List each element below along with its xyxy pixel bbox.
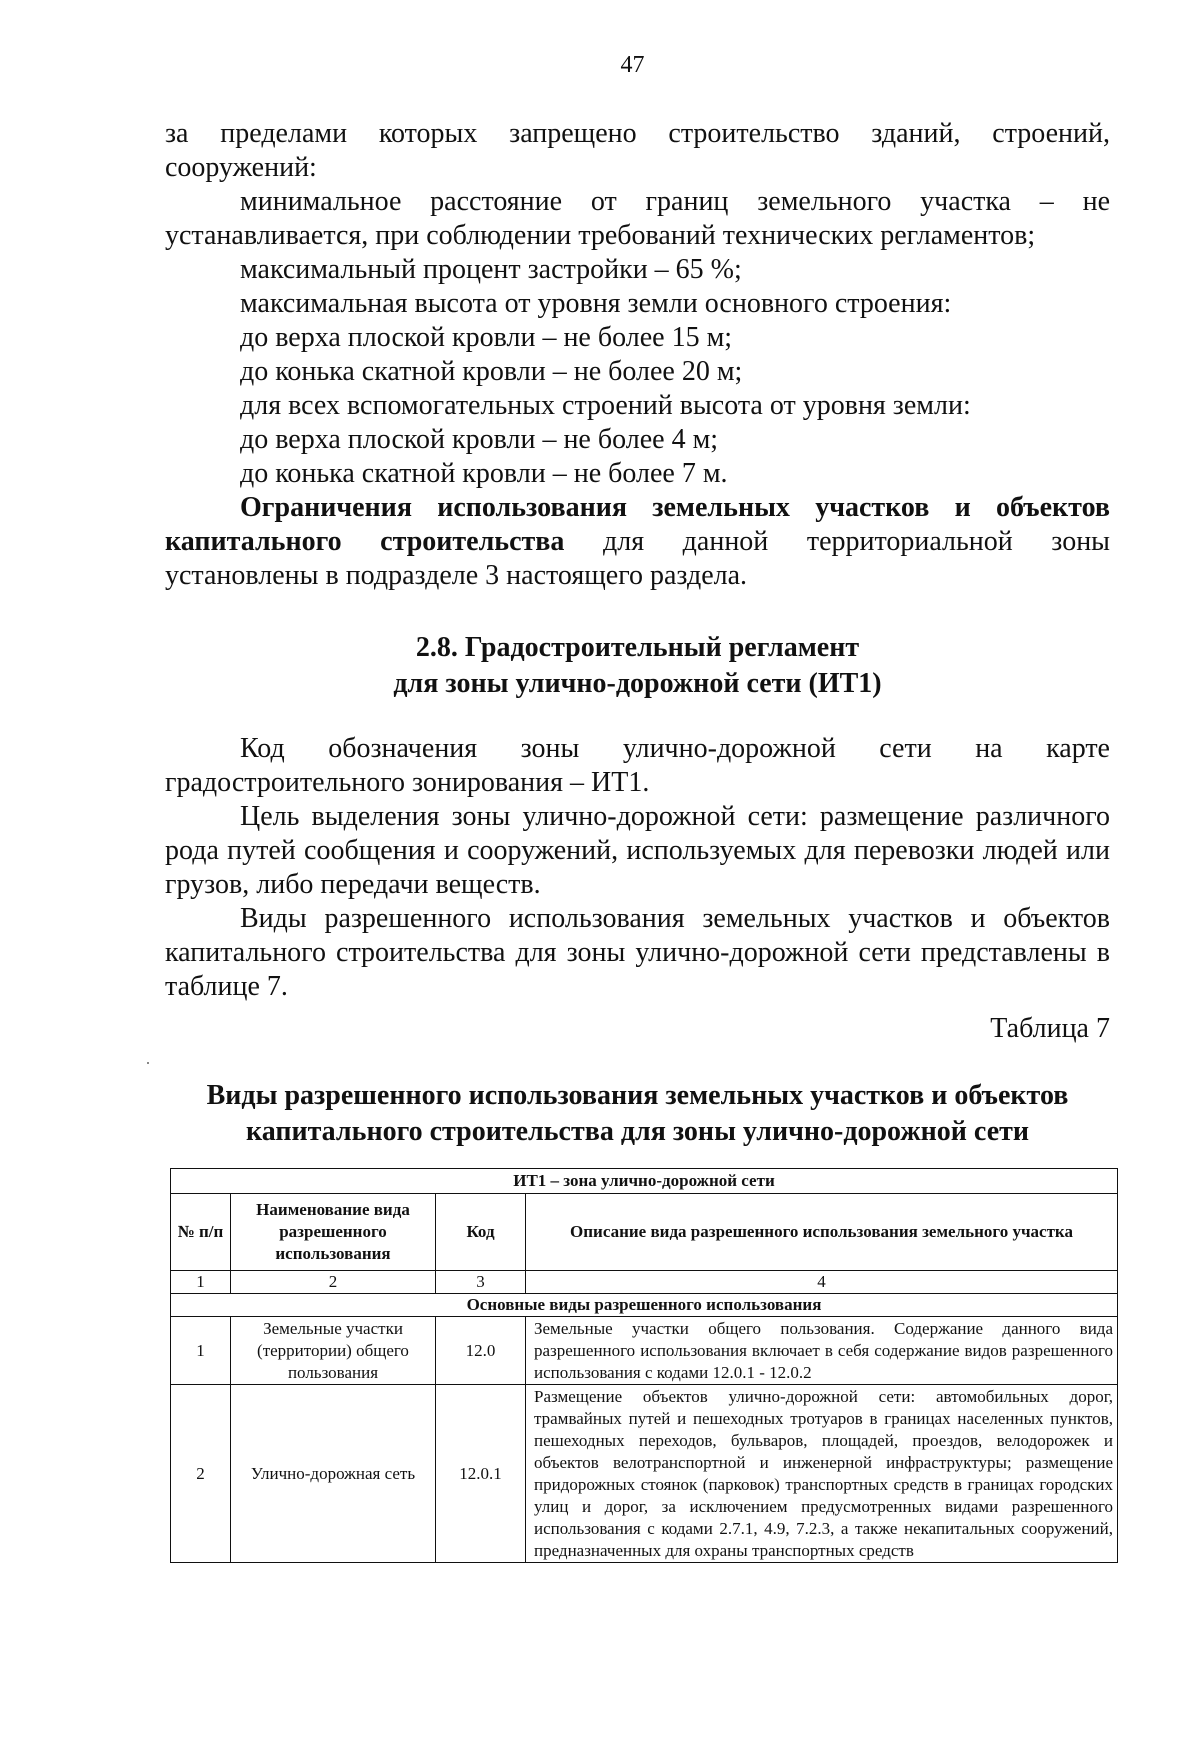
paragraph: Виды разрешенного использования земельных участков и объектов капитального строительства для зоны улично-дорожной сети представлены в таблице 7. xyxy=(165,903,1110,1002)
row-name: Улично-дорожная сеть xyxy=(231,1385,436,1563)
column-header: № п/п xyxy=(171,1194,231,1271)
row-code: 12.0 xyxy=(436,1317,526,1385)
row-description: Размещение объектов улично-дорожной сети: автомобильных дорог, трамвайных путей и пешеходных тротуаров в границах населенных пунктов, пешеходных переходов, бульваров, площадей, проездов, велодорожек и объектов велотранспортной и инженерной инфраструктуры; размещение придорожных стоянок (парковок) транспортных средств в границах городских улиц и дорог, за исключением предусмотренных видами разрешенного использования с кодами 2.7.1, 4.9, 7.2.3, а также некапитальных сооружений, предназначенных для охраны транспортных средств xyxy=(526,1385,1118,1563)
group-header-row xyxy=(171,1294,1118,1317)
paragraph: максимальный процент застройки – 65 %; xyxy=(240,254,742,285)
paragraph: до верха плоской кровли – не более 15 м; xyxy=(240,322,733,353)
paragraph: до конька скатной кровли – не более 7 м. xyxy=(240,458,728,489)
section-title-line: для зоны улично-дорожной сети (ИТ1) xyxy=(393,668,882,699)
row-name: Земельные участки (территории) общего пользования xyxy=(231,1317,436,1385)
paragraph: максимальная высота от уровня земли основного строения: xyxy=(240,288,952,319)
column-number-row xyxy=(171,1271,1118,1294)
column-header: Описание вида разрешенного использования земельного участка xyxy=(526,1194,1118,1271)
restrictions-bold-text: Ограничения использования земельных участков и объектов капитального строительства xyxy=(165,492,1110,557)
table-row xyxy=(171,1385,1118,1563)
paragraph: минимальное расстояние от границ земельного участка – не устанавливается, при соблюдении требований технических регламентов; xyxy=(165,186,1110,251)
regulation-table xyxy=(170,1168,1118,1563)
paragraph: до верха плоской кровли – не более 4 м; xyxy=(240,424,719,455)
restrictions-paragraph xyxy=(165,491,1110,593)
table-title-line: Виды разрешенного использования земельных участков и объектов xyxy=(206,1080,1069,1111)
paragraph: Код обозначения зоны улично-дорожной сети на карте градостроительного зонирования – ИТ1. xyxy=(165,733,1110,798)
row-number: 1 xyxy=(171,1317,231,1385)
paragraph: Цель выделения зоны улично-дорожной сети: размещение различного рода путей сообщения и сооружений, используемых для перевозки людей или грузов, либо передачи веществ. xyxy=(165,801,1110,900)
table-title xyxy=(165,1078,1110,1150)
zone-header-row xyxy=(171,1169,1118,1194)
zone-header: ИТ1 – зона улично-дорожной сети xyxy=(171,1169,1118,1194)
column-header: Наименование вида разрешенного использования xyxy=(231,1194,436,1271)
column-number: 4 xyxy=(526,1271,1118,1294)
group-header: Основные виды разрешенного использования xyxy=(171,1294,1118,1317)
row-code: 12.0.1 xyxy=(436,1385,526,1563)
section-title xyxy=(165,630,1110,702)
paragraph: за пределами которых запрещено строительство зданий, строений, сооружений: xyxy=(165,118,1110,183)
table-row xyxy=(171,1317,1118,1385)
column-number: 3 xyxy=(436,1271,526,1294)
row-number: 2 xyxy=(171,1385,231,1563)
section-title-line: 2.8. Градостроительный регламент xyxy=(415,632,860,663)
paragraph: для всех вспомогательных строений высота от уровня земли: xyxy=(240,390,971,421)
column-header: Код xyxy=(436,1194,526,1271)
page-number: 47 xyxy=(620,52,645,78)
scan-speck xyxy=(147,1062,149,1064)
paragraph: до конька скатной кровли – не более 20 м; xyxy=(240,356,743,387)
table-label: Таблица 7 xyxy=(990,1013,1110,1044)
column-number: 2 xyxy=(231,1271,436,1294)
row-description: Земельные участки общего пользования. Содержание данного вида разрешенного использования включает в себя содержание видов разрешенного использования с кодами 12.0.1 - 12.0.2 xyxy=(526,1317,1118,1385)
table-title-line: капитального строительства для зоны улично-дорожной сети xyxy=(245,1116,1030,1147)
column-number: 1 xyxy=(171,1271,231,1294)
restrictions-text: для данной территориальной зоны установлены в подразделе 3 настоящего раздела. xyxy=(165,526,1110,591)
column-header-row xyxy=(171,1194,1118,1271)
document-body xyxy=(165,117,1110,1150)
